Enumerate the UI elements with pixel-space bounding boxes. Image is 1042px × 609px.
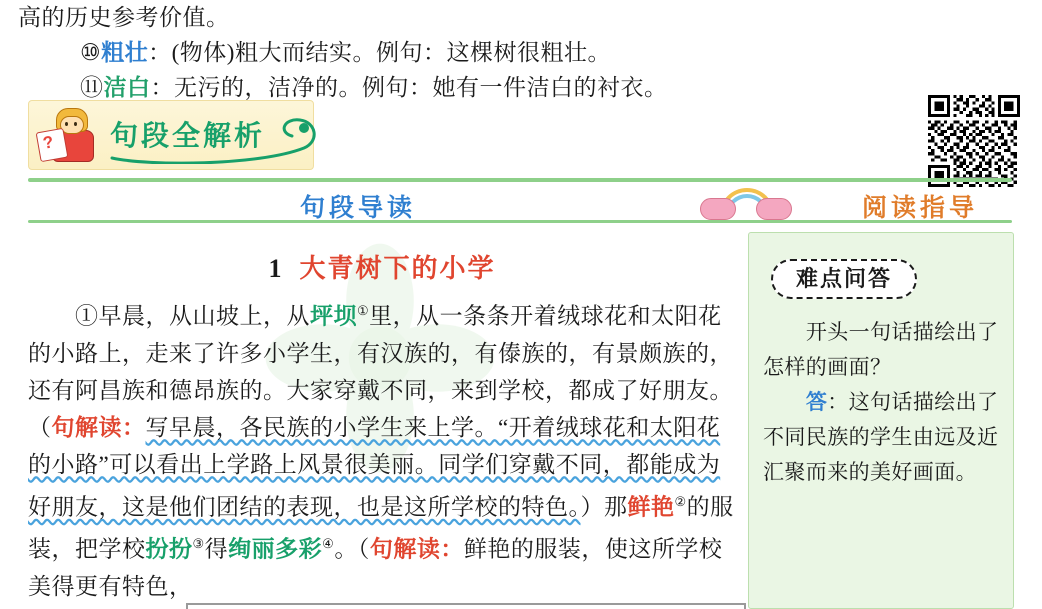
article-title — [28, 248, 736, 285]
vocab-line-1-text: ：(物体)粗大而结实。例句：这棵树很粗壮。 — [148, 40, 611, 65]
vocab-line-2-term: 洁白 — [103, 75, 151, 100]
article-body — [28, 292, 736, 605]
qr-code[interactable] — [928, 95, 1020, 187]
note-label-1: 句解读： — [51, 414, 146, 440]
keyword-pingba-sup: ① — [357, 303, 370, 318]
guide-right-title: 阅读指导 — [862, 195, 979, 222]
divider-top — [28, 178, 1012, 182]
vocab-line-2-text: ：无污的，洁净的。例句：她有一件洁白的衬衣。 — [150, 75, 668, 100]
sidebar-question-text: 开头一句话描绘出了怎样的画面？ — [763, 320, 999, 379]
vocab-line-2-marker: ⑪ — [80, 75, 104, 100]
cartoon-mascot-icon: ? — [38, 108, 100, 162]
keyword-banzhuang: 扮扮 — [145, 536, 193, 562]
sidebar-content — [763, 315, 1003, 490]
keyword-xianyan-sup: ② — [674, 493, 687, 509]
vocab-line-0 — [18, 0, 1018, 35]
sidebar-panel — [748, 232, 1014, 609]
sidebar-badge-label: 难点问答 — [795, 266, 892, 291]
vocabulary-lines — [18, 0, 1018, 105]
vocab-line-1-marker: ⑩ — [80, 40, 102, 65]
section-banner — [28, 100, 314, 170]
article-number: 1 — [268, 254, 284, 283]
article-paragraph-1: ①早晨，从山坡上，从坪坝①里，从一条条开着绒球花和太阳花的小路上，走来了许多小学生，有汉族的，有傣族的，有景颇族的，还有阿昌族和德昂族的。大家穿戴不同，来到学校，都成了好朋友。（句解读：写早晨，各民族的小学生来上学。“开着绒球花和太阳花的小路”可以看出上学路上风景很美丽。同学们穿戴不同，都能成为好朋友，这是他们团结的表现，也是这所学校的特色。）那鲜艳②的服装，把学校扮扮③得绚丽多彩④。（句解读：鲜艳的服装，使这所学校美得更有特色， — [28, 303, 734, 599]
sidebar-answer-label: 答 — [805, 390, 828, 414]
sidebar-answer-colon: ： — [827, 390, 849, 414]
note-label-2: 句解读： — [369, 536, 464, 562]
keyword-xuanli-sup: ④ — [322, 536, 335, 552]
vocab-line-0-text: 高的历史参考价值。 — [18, 5, 230, 30]
keyword-xuanli: 绚丽多彩 — [228, 536, 323, 562]
sidebar-question — [763, 315, 1003, 385]
keyword-banzhuang-sup: ③ — [192, 536, 205, 552]
bottom-frame-edge — [186, 603, 746, 609]
article-title-text: 大青树下的小学 — [299, 254, 496, 283]
keyword-pingba: 坪坝 — [310, 303, 357, 329]
guide-left-title: 句段导读 — [300, 195, 417, 222]
sidebar-badge — [771, 259, 917, 299]
article-column — [28, 232, 736, 609]
keyword-xianyan: 鲜艳 — [627, 494, 675, 520]
sidebar-answer-text: 这句话描绘出了不同民族的学生由远及近汇聚而来的美好画面。 — [763, 390, 999, 484]
vocab-line-1-term: 粗壮 — [101, 40, 149, 65]
rainbow-cloud-icon — [700, 186, 792, 220]
sidebar-answer — [763, 385, 1003, 490]
vocab-line-1 — [18, 35, 1018, 70]
banner-title: 句段全解析 — [110, 121, 266, 152]
